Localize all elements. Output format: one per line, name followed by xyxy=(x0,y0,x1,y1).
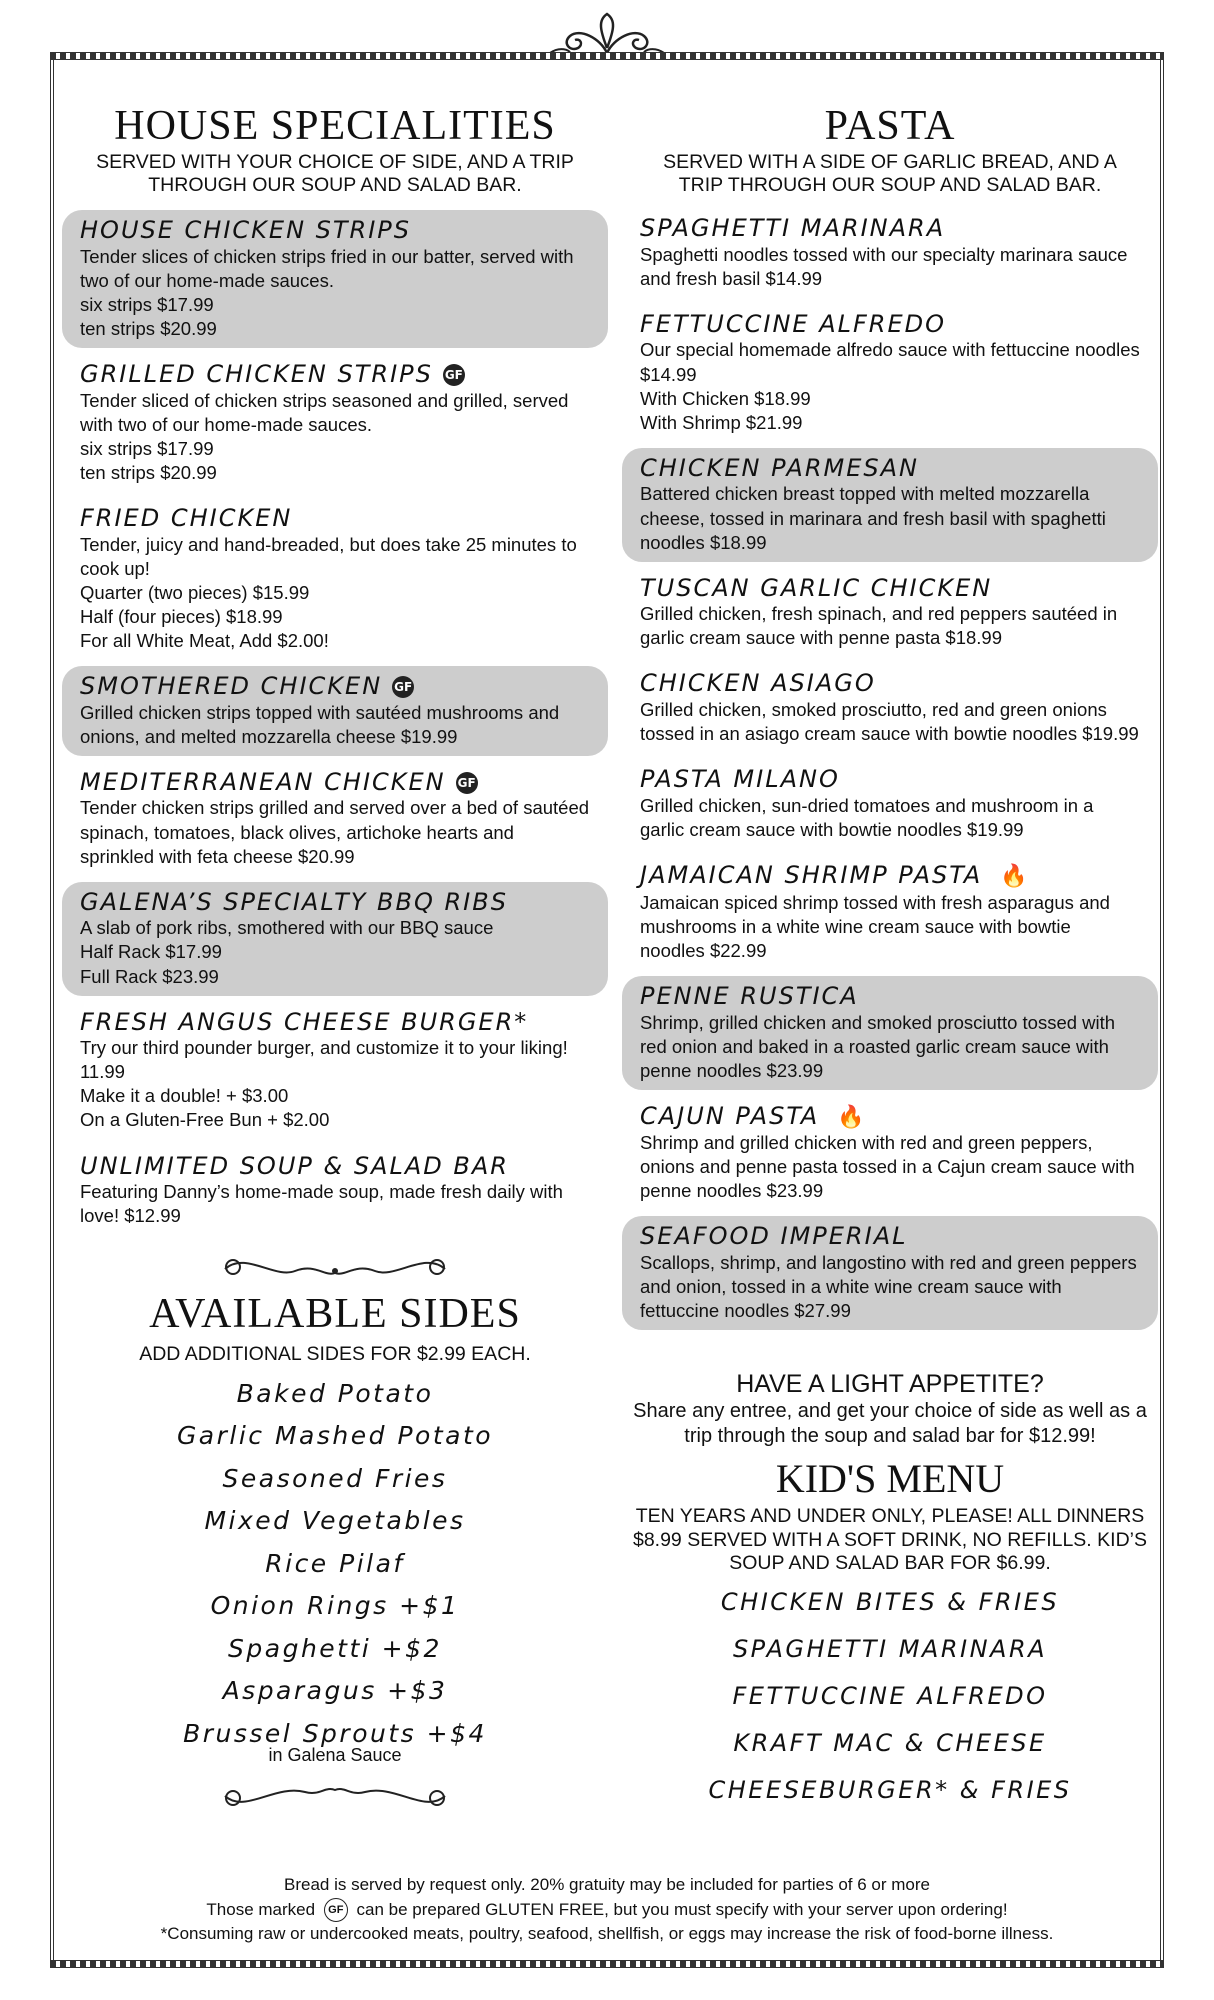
kids-menu-item: CHICKEN BITES & FRIES xyxy=(720,1588,1060,1617)
menu-item-name-text: TUSCAN GARLIC CHICKEN xyxy=(640,573,993,602)
menu-item xyxy=(622,568,1158,658)
menu-item-desc-text: Grilled chicken strips topped with sautéed mushrooms and onions, and melted mozzarella cheese $19.99 xyxy=(80,701,560,747)
menu-item-price-line: ten strips $20.99 xyxy=(80,461,217,483)
menu-item-description xyxy=(640,698,1140,746)
menu-item xyxy=(622,663,1158,753)
frame-right-border xyxy=(1160,52,1164,1968)
menu-item xyxy=(62,1146,608,1236)
side-item: Spaghetti +$2 xyxy=(228,1633,442,1663)
side-item: Asparagus +$3 xyxy=(222,1676,448,1706)
menu-item-price-line: six strips $17.99 xyxy=(80,293,214,315)
menu-item xyxy=(622,1216,1158,1330)
menu-item-name xyxy=(640,310,1140,339)
menu-item-description xyxy=(640,1251,1140,1323)
menu-item-description xyxy=(80,796,590,868)
gluten-free-icon: GF xyxy=(324,1898,348,1922)
left-column xyxy=(62,105,608,1814)
footer-bread-note: Bread is served by request only. 20% gratuity may be included for parties of 6 or more xyxy=(283,1875,930,1894)
menu-item-name-text: SMOTHERED CHICKEN xyxy=(80,671,383,700)
side-item: Baked Potato xyxy=(236,1378,434,1408)
menu-item-description xyxy=(640,1131,1140,1203)
menu-item-name-text: UNLIMITED SOUP & SALAD BAR xyxy=(80,1151,509,1180)
menu-item-desc-text: Tender chicken strips grilled and served over a bed of sautéed spinach, tomatoes, black olives, artichoke hearts and sprinkled with feta cheese $20.99 xyxy=(80,797,590,867)
right-column xyxy=(622,105,1158,1813)
light-appetite-desc: Share any entree, and get your choice of side as well as a trip through the soup and salad bar for $12.99! xyxy=(633,1400,1147,1448)
spicy-flame-icon: 🔥 xyxy=(1000,864,1028,890)
menu-item-name-text: SEAFOOD IMPERIAL xyxy=(640,1222,908,1251)
menu-item-description xyxy=(80,389,590,485)
side-item: Brussel Sprouts +$4 xyxy=(183,1718,487,1748)
kids-menu-item: SPAGHETTI MARINARA xyxy=(732,1635,1048,1664)
menu-item-price-line: Full Rack $23.99 xyxy=(80,965,219,987)
menu-item-desc-text: Battered chicken breast topped with melted mozzarella cheese, tossed in marinara and fresh basil with spaghetti noodles $18.99 xyxy=(640,483,1106,553)
side-item: Seasoned Fries xyxy=(222,1463,448,1493)
menu-item-description xyxy=(80,1036,590,1132)
menu-item-name xyxy=(640,214,1140,243)
menu-item-name-text: GRILLED CHICKEN STRIPS xyxy=(80,359,433,388)
side-item: Garlic Mashed Potato xyxy=(176,1421,494,1451)
menu-item xyxy=(622,448,1158,562)
menu-item-description xyxy=(640,602,1140,650)
menu-item-desc-text: Spaghetti noodles tossed with our specialty marinara sauce and fresh basil $14.99 xyxy=(640,243,1128,289)
menu-item-price-line: six strips $17.99 xyxy=(80,437,214,459)
menu-item-name xyxy=(640,574,1140,603)
scroll-divider-icon xyxy=(205,1249,465,1289)
menu-item-desc-text: Tender slices of chicken strips fried in our batter, served with two of our home-made sauces. xyxy=(80,245,574,291)
menu-item-name-text: CAJUN PASTA xyxy=(640,1101,820,1130)
frame-left-border xyxy=(50,52,54,1968)
gluten-free-icon: GF xyxy=(443,364,465,386)
menu-item-desc-text: Our special homemade alfredo sauce with fettuccine noodles $14.99 xyxy=(640,339,1140,385)
kids-menu-subtitle: TEN YEARS AND UNDER ONLY, PLEASE! ALL DINNERS $8.99 SERVED WITH A SOFT DRINK, NO REFILLS. KID’S SOUP AND SALAD BAR FOR $6.99. xyxy=(632,1505,1147,1574)
kids-menu-title: KID'S MENU xyxy=(775,1456,1005,1502)
menu-item-desc-text: Try our third pounder burger, and customize it to your liking! 11.99 xyxy=(80,1037,568,1083)
side-note: in Galena Sauce xyxy=(268,1745,402,1766)
kids-menu-list xyxy=(622,1579,1158,1813)
menu-item-desc-text: Jamaican spiced shrimp tossed with fresh asparagus and mushrooms in a white wine cream sauce with bowtie noodles $22.99 xyxy=(640,891,1110,961)
house-specialities-subtitle: SERVED WITH YOUR CHOICE OF SIDE, AND A TRIP THROUGH OUR SOUP AND SALAD BAR. xyxy=(96,151,574,197)
menu-item-price-line: Quarter (two pieces) $15.99 xyxy=(80,581,310,603)
pasta-title: PASTA xyxy=(824,103,956,149)
menu-item-name xyxy=(80,216,590,245)
house-items-list xyxy=(62,210,608,1236)
menu-item-desc-text: Grilled chicken, fresh spinach, and red peppers sautéed in garlic cream sauce with penne pasta $18.99 xyxy=(640,603,1118,649)
scroll-divider-bottom-icon xyxy=(205,1774,465,1814)
menu-item xyxy=(62,1002,608,1140)
menu-item-description xyxy=(80,701,590,749)
menu-item xyxy=(62,762,608,876)
menu-item-name xyxy=(640,765,1140,794)
menu-item-name-text: PENNE RUSTICA xyxy=(640,981,859,1010)
menu-item-price-line: ten strips $20.99 xyxy=(80,317,217,339)
menu-item-price-line: With Shrimp $21.99 xyxy=(640,411,803,433)
menu-item-name xyxy=(80,360,590,389)
menu-item-description xyxy=(80,245,590,341)
sides-list xyxy=(62,1373,608,1756)
menu-item-name-text: CHICKEN PARMESAN xyxy=(640,453,919,482)
gluten-free-icon: GF xyxy=(392,676,414,698)
menu-item-description xyxy=(640,891,1140,963)
menu-item xyxy=(622,208,1158,298)
menu-item-price-line: For all White Meat, Add $2.00! xyxy=(80,629,329,651)
available-sides-title: AVAILABLE SIDES xyxy=(149,1291,521,1338)
menu-item-name xyxy=(640,861,1140,890)
menu-item-desc-text: Featuring Danny’s home-made soup, made fresh daily with love! $12.99 xyxy=(80,1181,563,1227)
kids-menu-item: CHEESEBURGER* & FRIES xyxy=(708,1775,1072,1804)
menu-item-description xyxy=(640,338,1140,434)
menu-item xyxy=(62,882,608,996)
spicy-flame-icon: 🔥 xyxy=(837,1104,865,1130)
menu-item-name xyxy=(640,1102,1140,1131)
menu-item xyxy=(62,210,608,348)
menu-item-name xyxy=(80,504,590,533)
menu-item-name-text: PASTA MILANO xyxy=(640,765,840,794)
menu-item-description xyxy=(80,1180,590,1228)
available-sides-subtitle: ADD ADDITIONAL SIDES FOR $2.99 EACH. xyxy=(139,1343,531,1366)
kids-menu-item: KRAFT MAC & CHEESE xyxy=(733,1728,1047,1757)
menu-item-desc-text: Tender, juicy and hand-breaded, but does take 25 minutes to cook up! xyxy=(80,533,577,579)
menu-item-desc-text: Shrimp, grilled chicken and smoked prosciutto tossed with red onion and baked in a roasted garlic cream sauce with penne noodles $23.99 xyxy=(640,1011,1116,1081)
menu-item-name-text: GALENA’S SPECIALTY BBQ RIBS xyxy=(80,887,508,916)
menu-item-description xyxy=(640,482,1140,554)
menu-item-name-text: MEDITERRANEAN CHICKEN xyxy=(80,767,446,796)
menu-item-name xyxy=(80,1008,590,1037)
frame-bottom-border xyxy=(50,1960,1164,1968)
menu-item-desc-text: A slab of pork ribs, smothered with our BBQ sauce xyxy=(80,917,494,939)
menu-item-name-text: FRESH ANGUS CHEESE BURGER* xyxy=(80,1007,529,1036)
menu-item-description xyxy=(640,794,1140,842)
menu-item-name xyxy=(640,454,1140,483)
footer-gf-note-pre: Those marked xyxy=(206,1899,316,1919)
menu-item-name-text: HOUSE CHICKEN STRIPS xyxy=(80,215,412,244)
menu-item-name-text: CHICKEN ASIAGO xyxy=(640,669,876,698)
side-item: Mixed Vegetables xyxy=(204,1506,466,1536)
menu-item-desc-text: Grilled chicken, smoked prosciutto, red and green onions tossed in an asiago cream sauce with bowtie noodles $19.99 xyxy=(640,699,1139,745)
gluten-free-icon: GF xyxy=(456,772,478,794)
menu-item-description xyxy=(640,243,1140,291)
menu-item xyxy=(622,304,1158,442)
menu-item-price-line: Half (four pieces) $18.99 xyxy=(80,605,283,627)
menu-item-desc-text: Scallops, shrimp, and langostino with red and green peppers and onion, tossed in a white wine cream sauce with fettuccine noodles $27.99 xyxy=(640,1252,1137,1322)
menu-item-name xyxy=(640,982,1140,1011)
light-appetite-title: HAVE A LIGHT APPETITE? xyxy=(736,1370,1044,1399)
menu-item-name-text: JAMAICAN SHRIMP PASTA xyxy=(640,861,983,890)
menu-item-name xyxy=(640,1222,1140,1251)
pasta-items-list xyxy=(622,208,1158,1330)
menu-item-name xyxy=(80,768,590,797)
menu-item xyxy=(622,976,1158,1090)
menu-item xyxy=(622,759,1158,849)
side-item: Onion Rings +$1 xyxy=(210,1591,460,1621)
pasta-subtitle: SERVED WITH A SIDE OF GARLIC BREAD, AND A TRIP THROUGH OUR SOUP AND SALAD BAR. xyxy=(663,151,1117,197)
menu-item-description xyxy=(80,916,590,988)
menu-item-name-text: SPAGHETTI MARINARA xyxy=(640,213,946,242)
menu-item xyxy=(62,666,608,756)
menu-item-price-line: Half Rack $17.99 xyxy=(80,941,222,963)
frame-top-border xyxy=(50,52,1164,60)
house-specialities-title: HOUSE SPECIALITIES xyxy=(114,103,556,149)
menu-item xyxy=(62,498,608,660)
menu-item-description xyxy=(640,1011,1140,1083)
menu-item-price-line: On a Gluten-Free Bun + $2.00 xyxy=(80,1109,330,1131)
menu-item-name xyxy=(80,888,590,917)
menu-item-desc-text: Grilled chicken, sun-dried tomatoes and mushroom in a garlic cream sauce with bowtie noodles $19.99 xyxy=(640,795,1094,841)
menu-item-desc-text: Tender sliced of chicken strips seasoned and grilled, served with two of our home-made sauces. xyxy=(80,389,569,435)
menu-item-name xyxy=(80,1152,590,1181)
side-item: Rice Pilaf xyxy=(265,1548,405,1578)
menu-item xyxy=(622,855,1158,970)
footer-gf-note xyxy=(0,1898,1214,1923)
menu-item-name xyxy=(80,672,590,701)
footer-consumer-advisory: *Consuming raw or undercooked meats, poultry, seafood, shellfish, or eggs may increase the risk of food-borne illness. xyxy=(160,1924,1054,1944)
top-scroll-ornament xyxy=(540,8,674,58)
menu-item xyxy=(622,1096,1158,1211)
kids-menu-item: FETTUCCINE ALFREDO xyxy=(732,1681,1048,1710)
menu-item-name-text: FRIED CHICKEN xyxy=(80,503,293,532)
footer-gf-note-post: can be prepared GLUTEN FREE, but you must specify with your server upon ordering! xyxy=(356,1899,1008,1919)
menu-item-name xyxy=(640,669,1140,698)
menu-item xyxy=(62,354,608,492)
footer-notes xyxy=(0,1873,1214,1947)
menu-item-price-line: With Chicken $18.99 xyxy=(640,387,811,409)
menu-item-desc-text: Shrimp and grilled chicken with red and green peppers, onions and penne pasta tossed in a Cajun cream sauce with penne noodles $23.99 xyxy=(640,1132,1135,1202)
menu-item-description xyxy=(80,533,590,653)
menu-item-price-line: Make it a double! + $3.00 xyxy=(80,1085,289,1107)
menu-item-name-text: FETTUCCINE ALFREDO xyxy=(640,309,946,338)
